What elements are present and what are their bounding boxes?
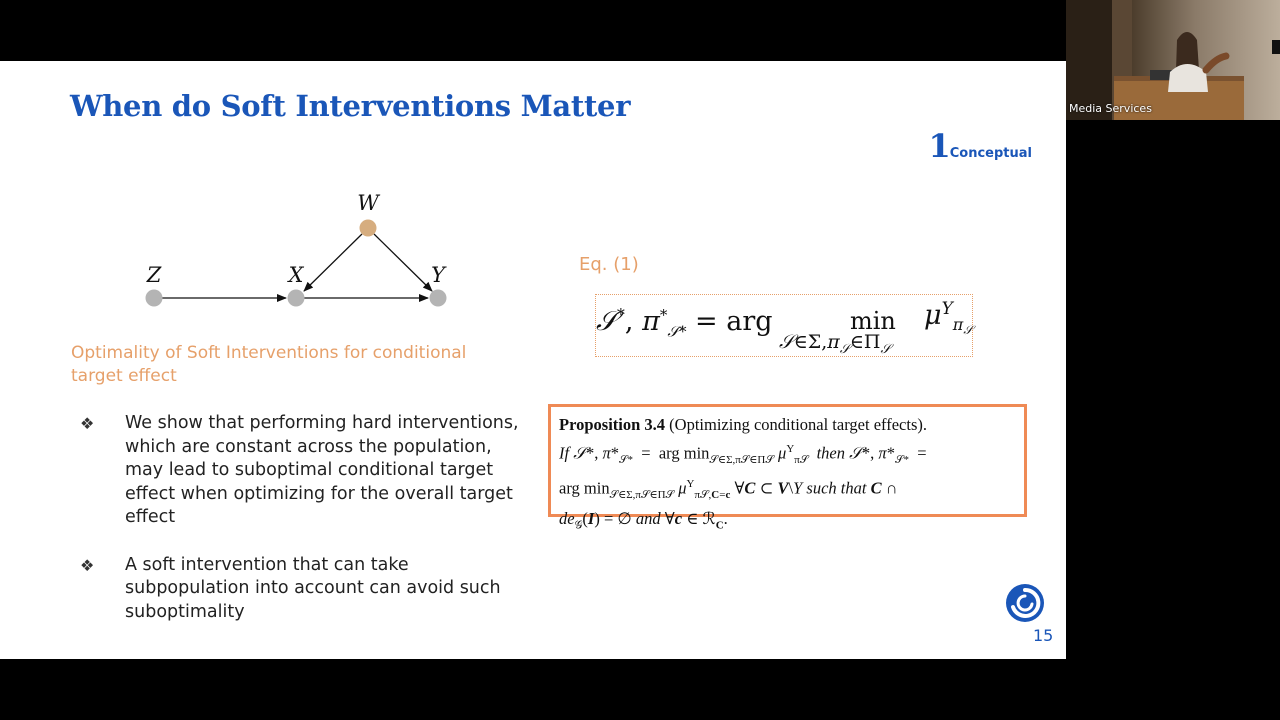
node-z xyxy=(146,290,163,307)
proposition-line: If 𝒮*, $\pi*_{𝒮*}$ = arg $\min_{𝒮\in\Sigma,\pi 𝒮\in\Pi 𝒮} \mu^Y_{\pi 𝒮}$ then 𝒮*, $\pi*_{𝒮*}$ = xyxy=(559,443,927,466)
webcam-overlay xyxy=(1066,0,1280,120)
diamond-cluster-icon: ❖ xyxy=(80,414,95,433)
node-label-x: X xyxy=(288,263,304,287)
equation-box xyxy=(595,294,973,357)
proposition-line: arg $\min_{𝒮\in\Sigma,\pi 𝒮\in\Pi 𝒮} \mu^Y_{\pi 𝒮,C=c}$ ∀C ⊂ V\Y such that C ∩ xyxy=(559,477,898,501)
equation-lhs: 𝒮*, $\pi^*_{𝒮*}$ = arg xyxy=(596,305,773,341)
edge-w-y xyxy=(374,234,432,291)
section-number: 1 xyxy=(928,127,950,165)
node-label-w: W xyxy=(357,191,379,215)
list-item xyxy=(80,554,530,625)
section-indicator xyxy=(928,127,1032,165)
bullet-text: We show that performing hard interventions, which are constant across the population, may lead to suboptimal conditional target effect when optimizing for the overall target effect xyxy=(125,413,519,527)
proposition-header xyxy=(559,413,1016,437)
equation-label: Eq. (1) xyxy=(579,254,639,275)
edge-w-x xyxy=(304,234,362,291)
slide xyxy=(0,61,1066,659)
swirl-logo-icon xyxy=(1005,583,1045,623)
slide-title: When do Soft Interventions Matter xyxy=(70,89,631,123)
page-number: 15 xyxy=(1033,626,1054,645)
node-label-z: Z xyxy=(146,263,162,287)
node-y xyxy=(430,290,447,307)
bullet-list xyxy=(80,412,530,648)
node-x xyxy=(288,290,305,307)
webcam-label: Media Services xyxy=(1069,102,1152,115)
list-item xyxy=(80,412,530,530)
proposition-title: Proposition 3.4 xyxy=(559,415,666,434)
node-label-y: Y xyxy=(431,263,445,287)
diamond-cluster-icon: ❖ xyxy=(80,555,95,575)
section-label: Conceptual xyxy=(949,146,1032,161)
proposition-line: $de_𝒢(I)$ = ∅ and ∀c ∈ ℛ$_C$. xyxy=(559,508,728,531)
causal-diagram xyxy=(130,186,460,316)
bullet-text: A soft intervention that can take subpopulation into account can avoid such suboptimality xyxy=(125,554,501,622)
subheading: Optimality of Soft Interventions for conditional target effect xyxy=(71,343,467,386)
proposition-box xyxy=(548,404,1027,531)
equation-min-subscript: $𝒮\in\Sigma,\pi_𝒮\in\Pi_𝒮$ xyxy=(779,331,891,357)
equation-mu: $\mu^Y_{\pi_𝒮}$ xyxy=(924,299,973,338)
proposition-subtitle: (Optimizing conditional target effects). xyxy=(669,415,927,434)
node-w xyxy=(360,220,377,237)
equation-min: min xyxy=(850,307,896,335)
